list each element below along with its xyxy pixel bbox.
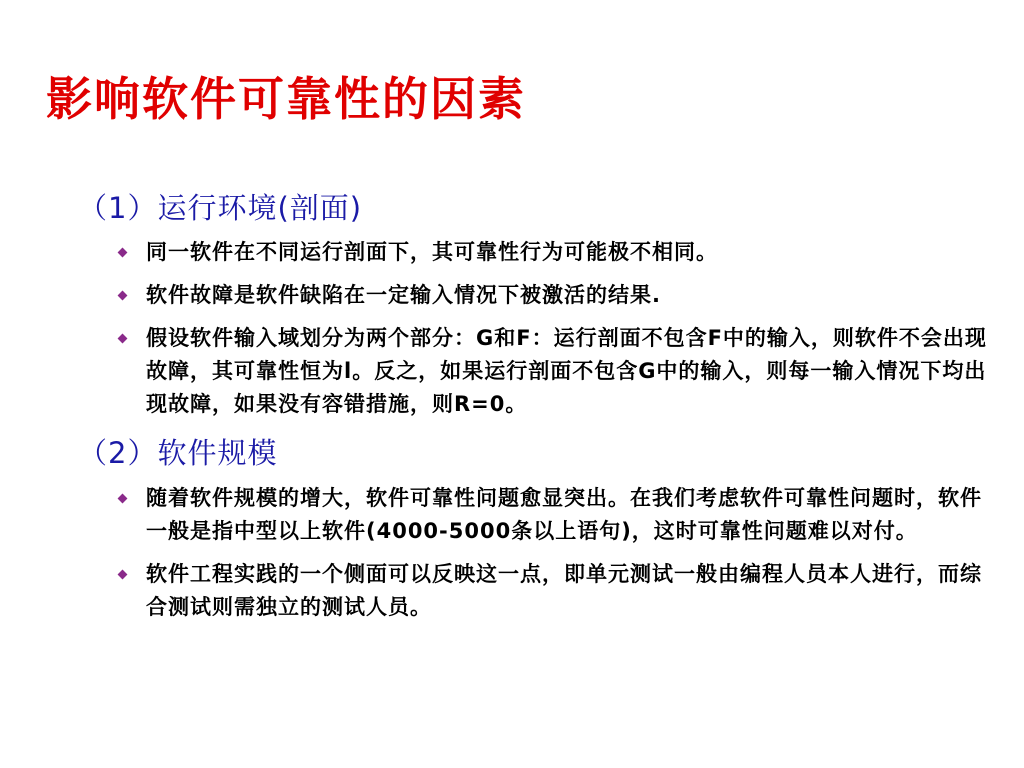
section-software-size — [78, 435, 988, 623]
section-heading: （1）运行环境(剖面) — [78, 191, 363, 225]
bullet-item — [78, 279, 988, 312]
bullet-list — [78, 236, 988, 421]
section-operating-environment — [78, 190, 988, 421]
bullet-text: 同一软件在不同运行剖面下，其可靠性行为可能极不相同。 — [146, 240, 718, 265]
slide-content — [78, 190, 988, 634]
bullet-text: 随着软件规模的增大，软件可靠性问题愈显突出。在我们考虑软件可靠性问题时，软件一般是指中型以上软件(4000-5000条以上语句)，这时可靠性问题难以对付。 — [146, 485, 982, 543]
bullet-item — [78, 236, 988, 269]
diamond-bullet-icon — [118, 248, 128, 258]
section-heading: （2）软件规模 — [78, 436, 278, 471]
bullet-item — [78, 322, 988, 421]
slide-title: 影响软件可靠性的因素 — [46, 72, 526, 126]
bullet-item — [78, 482, 988, 548]
bullet-item — [78, 558, 988, 624]
bullet-text: 假设软件输入域划分为两个部分：G和F：运行剖面不包含F中的输入，则软件不会出现故障，其可靠性恒为l。反之，如果运行剖面不包含G中的输入，则每一输入情况下均出现故障，如果没有容错措施，则R=0。 — [146, 326, 987, 417]
bullet-text: 软件故障是软件缺陷在一定输入情况下被激活的结果. — [146, 283, 661, 308]
diamond-bullet-icon — [118, 493, 128, 503]
bullet-text: 软件工程实践的一个侧面可以反映这一点，即单元测试一般由编程人员本人进行，而综合测试则需独立的测试人员。 — [146, 561, 982, 619]
diamond-bullet-icon — [118, 334, 128, 344]
diamond-bullet-icon — [118, 569, 128, 579]
diamond-bullet-icon — [118, 291, 128, 301]
bullet-list — [78, 482, 988, 624]
